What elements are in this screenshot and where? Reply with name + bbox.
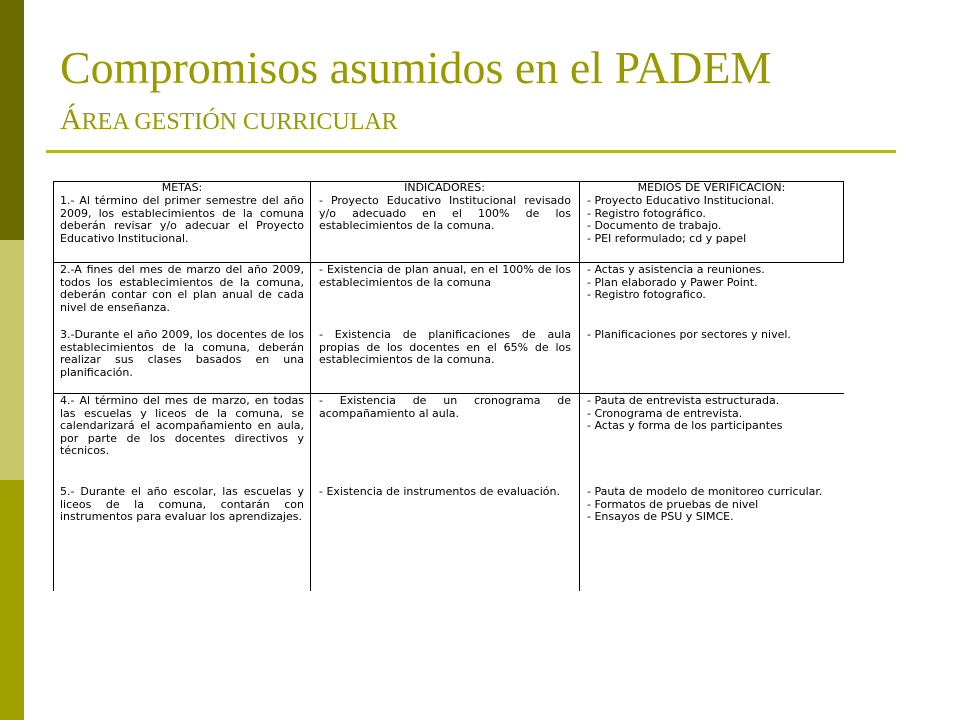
meta-cell-2: 2.-A fines del mes de marzo del año 2009, todos los establecimientos de la comuna, deberán contar con el plan anual de cada nivel de enseñanza. [60,263,304,314]
meta-cell-4: 4.- Al término del mes de marzo, en todas las escuelas y liceos de la comuna, se calendarizará el acompañamiento en aula, por parte de los docentes directivos y técnicos. [60,394,304,457]
indicador-cell-4: - Existencia de un cronograma de acompañamiento al aula. [319,394,571,420]
meta-cell-5: 5.- Durante el año escolar, las escuelas y liceos de la comuna, contarán con instrumentos para evaluar los aprendizajes. [60,485,304,523]
medios-cell-1: - Proyecto Educativo Institucional. - Registro fotográfico. - Documento de trabajo. - PEI reformulado; cd y papel [587,194,775,245]
header-medios: MEDIOS DE VERIFICACION: [637,181,786,194]
padem-table [53,181,844,591]
header-indicadores: INDICADORES: [404,181,485,194]
subtitle-rest: REA GESTIÓN CURRICULAR [81,109,398,135]
medios-cell-5: - Pauta de modelo de monitoreo curricular. - Formatos de pruebas de nivel - Ensayos de PSU y SIMCE. [587,485,823,523]
side-bar-olive [0,480,24,720]
medios-cell-3: - Planificaciones por sectores y nivel. [587,328,791,341]
meta-cell-3: 3.-Durante el año 2009, los docentes de los establecimientos de la comuna, deberán realizar sus clases basados en una planificación. [60,328,304,379]
title-underline [46,150,896,153]
medios-cell-2: - Actas y asistencia a reuniones. - Plan elaborado y Pawer Point. - Registro fotografico. [587,263,765,301]
indicador-cell-1: - Proyecto Educativo Institucional revisado y/o adecuado en el 100% de los establecimientos de la comuna. [319,194,571,232]
indicador-cell-2: - Existencia de plan anual, en el 100% de los establecimientos de la comuna [319,263,571,289]
indicador-cell-5: - Existencia de instrumentos de evaluación. [319,485,560,498]
header-metas: METAS: [161,181,203,194]
side-bar-dark [0,0,24,240]
slide-subtitle [60,100,398,142]
meta-cell-1: 1.- Al término del primer semestre del año 2009, los establecimientos de la comuna deberán revisar y/o adecuar el Proyecto Educativo Institucional. [60,194,304,245]
side-bar-light [0,240,24,480]
medios-cell-4: - Pauta de entrevista estructurada. - Cronograma de entrevista. - Actas y forma de los participantes [587,394,783,432]
column-divider-2 [579,181,580,591]
column-divider-1 [310,181,311,591]
slide-title: Compromisos asumidos en el PADEM [60,42,772,93]
subtitle-initial: Á [60,103,82,136]
indicador-cell-3: - Existencia de planificaciones de aula propias de los docentes en el 65% de los establecimientos de la comuna. [319,328,571,366]
